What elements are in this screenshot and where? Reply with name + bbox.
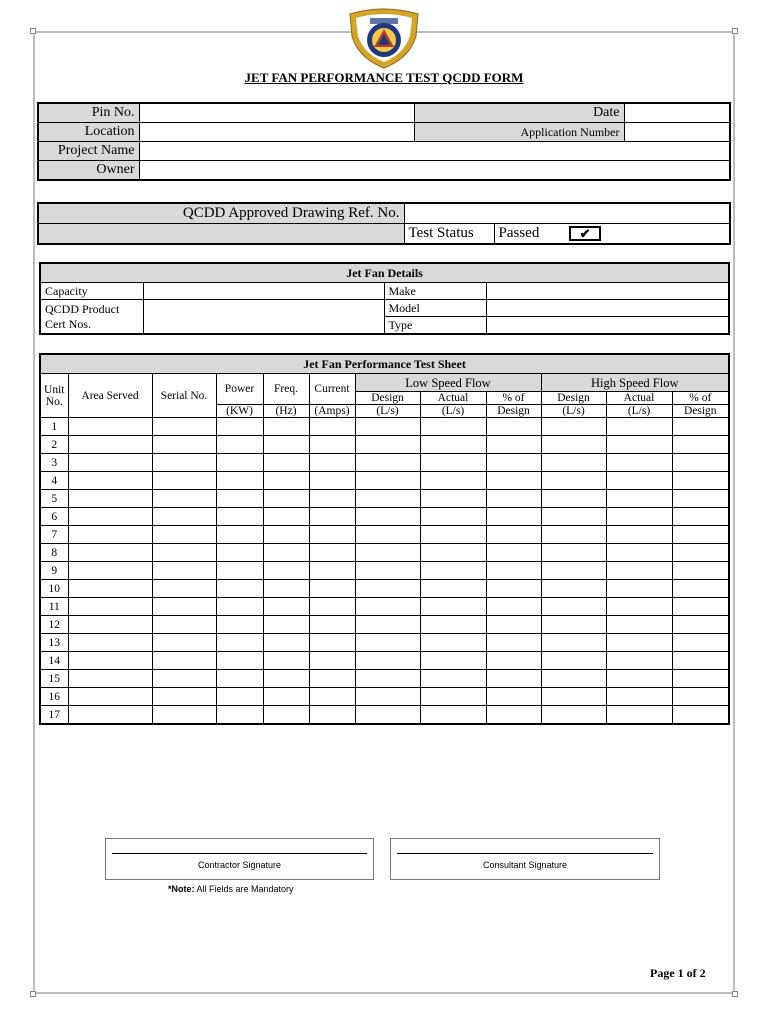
table-cell[interactable] bbox=[152, 616, 216, 634]
table-cell[interactable] bbox=[672, 544, 729, 562]
table-cell[interactable] bbox=[309, 670, 355, 688]
table-cell[interactable] bbox=[263, 706, 309, 725]
table-cell[interactable] bbox=[672, 472, 729, 490]
high-design-unit: (L/s) bbox=[541, 405, 606, 418]
table-row bbox=[40, 616, 729, 634]
type-label: Type bbox=[384, 317, 486, 335]
table-cell[interactable] bbox=[152, 490, 216, 508]
table-cell[interactable] bbox=[309, 454, 355, 472]
table-cell[interactable] bbox=[263, 454, 309, 472]
table-cell[interactable] bbox=[68, 418, 152, 436]
table-cell[interactable] bbox=[309, 526, 355, 544]
unit-number: 8 bbox=[40, 544, 68, 562]
table-cell[interactable] bbox=[355, 454, 420, 472]
table-cell[interactable] bbox=[606, 634, 672, 652]
table-cell[interactable] bbox=[216, 526, 263, 544]
details-heading: Jet Fan Details bbox=[40, 263, 729, 283]
date-label: Date bbox=[414, 103, 624, 123]
table-cell[interactable] bbox=[486, 454, 541, 472]
unit-number: 7 bbox=[40, 526, 68, 544]
drawing-ref-label: QCDD Approved Drawing Ref. No. bbox=[38, 203, 404, 224]
table-cell[interactable] bbox=[152, 598, 216, 616]
high-actual-unit: (L/s) bbox=[606, 405, 672, 418]
table-cell[interactable] bbox=[216, 688, 263, 706]
table-cell[interactable] bbox=[68, 490, 152, 508]
table-row bbox=[40, 562, 729, 580]
freq-header: Freq. bbox=[263, 374, 309, 405]
table-cell[interactable] bbox=[486, 634, 541, 652]
test-status-field[interactable] bbox=[494, 224, 730, 245]
table-cell[interactable] bbox=[486, 472, 541, 490]
unit-number: 4 bbox=[40, 472, 68, 490]
table-row bbox=[40, 670, 729, 688]
power-header: Power bbox=[216, 374, 263, 405]
table-cell[interactable] bbox=[541, 454, 606, 472]
drawing-ref-table bbox=[37, 202, 731, 245]
page-number: Page 1 of 2 bbox=[650, 966, 706, 980]
high-speed-header: High Speed Flow bbox=[541, 374, 729, 392]
unit-number: 10 bbox=[40, 580, 68, 598]
table-cell[interactable] bbox=[152, 454, 216, 472]
table-cell[interactable] bbox=[606, 418, 672, 436]
table-cell[interactable] bbox=[486, 418, 541, 436]
table-cell[interactable] bbox=[263, 544, 309, 562]
table-cell[interactable] bbox=[152, 418, 216, 436]
table-cell[interactable] bbox=[420, 616, 486, 634]
table-cell[interactable] bbox=[420, 508, 486, 526]
table-cell[interactable] bbox=[216, 634, 263, 652]
table-cell[interactable] bbox=[68, 472, 152, 490]
consultant-signature-box[interactable] bbox=[390, 838, 660, 880]
table-cell[interactable] bbox=[355, 688, 420, 706]
project-field[interactable] bbox=[139, 142, 730, 161]
table-cell[interactable] bbox=[541, 580, 606, 598]
high-pct-header: % of bbox=[672, 392, 729, 405]
table-cell[interactable] bbox=[606, 688, 672, 706]
make-label: Make bbox=[384, 283, 486, 300]
area-served-header: Area Served bbox=[68, 374, 152, 418]
table-cell[interactable] bbox=[672, 454, 729, 472]
corner-mark bbox=[732, 28, 738, 34]
table-row bbox=[40, 526, 729, 544]
table-cell[interactable] bbox=[68, 580, 152, 598]
low-pct-header: % of bbox=[486, 392, 541, 405]
table-cell[interactable] bbox=[263, 688, 309, 706]
form-title: JET FAN PERFORMANCE TEST QCDD FORM bbox=[244, 70, 524, 85]
table-cell[interactable] bbox=[606, 454, 672, 472]
table-cell[interactable] bbox=[216, 670, 263, 688]
table-cell[interactable] bbox=[420, 598, 486, 616]
table-cell[interactable] bbox=[216, 490, 263, 508]
signature-line bbox=[112, 853, 367, 854]
table-cell[interactable] bbox=[216, 562, 263, 580]
table-cell[interactable] bbox=[486, 616, 541, 634]
table-cell[interactable] bbox=[486, 490, 541, 508]
table-cell[interactable] bbox=[672, 688, 729, 706]
table-cell[interactable] bbox=[355, 670, 420, 688]
table-cell[interactable] bbox=[420, 544, 486, 562]
table-cell[interactable] bbox=[263, 418, 309, 436]
table-cell[interactable] bbox=[672, 436, 729, 454]
low-speed-header: Low Speed Flow bbox=[355, 374, 541, 392]
table-cell[interactable] bbox=[355, 562, 420, 580]
table-cell[interactable] bbox=[68, 706, 152, 725]
table-row bbox=[40, 634, 729, 652]
table-cell[interactable] bbox=[486, 580, 541, 598]
table-row bbox=[40, 418, 729, 436]
table-cell[interactable] bbox=[152, 688, 216, 706]
table-cell[interactable] bbox=[68, 688, 152, 706]
table-cell[interactable] bbox=[309, 616, 355, 634]
table-cell[interactable] bbox=[68, 598, 152, 616]
location-label: Location bbox=[38, 123, 139, 142]
table-cell[interactable] bbox=[355, 598, 420, 616]
table-cell[interactable] bbox=[606, 598, 672, 616]
table-cell[interactable] bbox=[355, 580, 420, 598]
table-row bbox=[40, 436, 729, 454]
high-actual-header: Actual bbox=[606, 392, 672, 405]
model-label: Model bbox=[384, 300, 486, 317]
unit-number: 1 bbox=[40, 418, 68, 436]
table-cell[interactable] bbox=[606, 652, 672, 670]
capacity-label: Capacity bbox=[40, 283, 143, 300]
table-cell[interactable] bbox=[309, 688, 355, 706]
table-cell[interactable] bbox=[309, 652, 355, 670]
table-cell[interactable] bbox=[68, 562, 152, 580]
table-cell[interactable] bbox=[309, 562, 355, 580]
table-cell[interactable] bbox=[486, 706, 541, 725]
table-row bbox=[40, 598, 729, 616]
table-cell[interactable] bbox=[216, 436, 263, 454]
table-cell[interactable] bbox=[263, 508, 309, 526]
table-row bbox=[40, 688, 729, 706]
table-cell[interactable] bbox=[541, 634, 606, 652]
jet-fan-details-table bbox=[39, 262, 730, 335]
project-label: Project Name bbox=[38, 142, 139, 161]
table-cell[interactable] bbox=[541, 706, 606, 725]
table-cell[interactable] bbox=[355, 472, 420, 490]
table-cell[interactable] bbox=[672, 526, 729, 544]
table-cell[interactable] bbox=[263, 598, 309, 616]
table-cell[interactable] bbox=[263, 652, 309, 670]
unit-number: 2 bbox=[40, 436, 68, 454]
table-cell[interactable] bbox=[263, 526, 309, 544]
table-cell[interactable] bbox=[355, 652, 420, 670]
table-cell[interactable] bbox=[152, 544, 216, 562]
table-cell[interactable] bbox=[606, 544, 672, 562]
serial-no-header: Serial No. bbox=[152, 374, 216, 418]
table-cell[interactable] bbox=[216, 472, 263, 490]
table-cell[interactable] bbox=[420, 634, 486, 652]
table-cell[interactable] bbox=[541, 688, 606, 706]
table-cell[interactable] bbox=[355, 418, 420, 436]
table-cell[interactable] bbox=[309, 418, 355, 436]
table-cell[interactable] bbox=[606, 706, 672, 725]
date-field[interactable] bbox=[624, 103, 730, 123]
table-cell[interactable] bbox=[486, 526, 541, 544]
table-cell[interactable] bbox=[355, 526, 420, 544]
table-cell[interactable] bbox=[606, 436, 672, 454]
table-row bbox=[40, 580, 729, 598]
power-unit: (KW) bbox=[216, 405, 263, 418]
table-cell[interactable] bbox=[541, 616, 606, 634]
table-cell[interactable] bbox=[606, 472, 672, 490]
table-cell[interactable] bbox=[420, 490, 486, 508]
freq-unit: (Hz) bbox=[263, 405, 309, 418]
low-design-unit: (L/s) bbox=[355, 405, 420, 418]
table-cell[interactable] bbox=[541, 526, 606, 544]
table-cell[interactable] bbox=[420, 688, 486, 706]
table-cell[interactable] bbox=[68, 616, 152, 634]
table-cell[interactable] bbox=[216, 652, 263, 670]
table-row bbox=[40, 490, 729, 508]
passed-checkbox[interactable] bbox=[569, 226, 601, 241]
high-pct-unit: Design bbox=[672, 405, 729, 418]
table-cell[interactable] bbox=[152, 526, 216, 544]
unit-number: 17 bbox=[40, 706, 68, 725]
table-cell[interactable] bbox=[263, 634, 309, 652]
table-cell[interactable] bbox=[672, 562, 729, 580]
low-pct-unit: Design bbox=[486, 405, 541, 418]
table-cell[interactable] bbox=[152, 670, 216, 688]
consultant-signature-label: Consultant Signature bbox=[482, 860, 568, 870]
table-cell[interactable] bbox=[672, 490, 729, 508]
table-cell[interactable] bbox=[263, 436, 309, 454]
table-cell[interactable] bbox=[68, 454, 152, 472]
table-cell[interactable] bbox=[152, 436, 216, 454]
perf-heading: Jet Fan Performance Test Sheet bbox=[40, 354, 729, 374]
table-cell[interactable] bbox=[606, 526, 672, 544]
table-cell[interactable] bbox=[355, 634, 420, 652]
table-cell[interactable] bbox=[606, 490, 672, 508]
check-icon: ✔ bbox=[579, 226, 591, 242]
table-cell[interactable] bbox=[672, 580, 729, 598]
table-cell[interactable] bbox=[355, 436, 420, 454]
capacity-field[interactable] bbox=[143, 283, 384, 300]
table-cell[interactable] bbox=[541, 598, 606, 616]
table-cell[interactable] bbox=[420, 526, 486, 544]
table-cell[interactable] bbox=[263, 580, 309, 598]
unit-number: 12 bbox=[40, 616, 68, 634]
table-cell[interactable] bbox=[68, 526, 152, 544]
table-cell[interactable] bbox=[216, 544, 263, 562]
owner-field[interactable] bbox=[139, 161, 730, 181]
table-cell[interactable] bbox=[486, 562, 541, 580]
table-cell[interactable] bbox=[355, 544, 420, 562]
table-cell[interactable] bbox=[420, 706, 486, 725]
table-cell[interactable] bbox=[420, 670, 486, 688]
table-cell[interactable] bbox=[263, 562, 309, 580]
table-cell[interactable] bbox=[486, 670, 541, 688]
mandatory-note: *Note: All Fields are Mandatory bbox=[168, 884, 294, 894]
table-cell[interactable] bbox=[672, 616, 729, 634]
table-cell[interactable] bbox=[420, 454, 486, 472]
high-design-header: Design bbox=[541, 392, 606, 405]
table-cell[interactable] bbox=[309, 706, 355, 725]
table-cell[interactable] bbox=[355, 616, 420, 634]
low-actual-unit: (L/s) bbox=[420, 405, 486, 418]
corner-mark bbox=[30, 991, 36, 997]
corner-mark bbox=[732, 991, 738, 997]
type-field[interactable] bbox=[486, 317, 729, 335]
table-cell[interactable] bbox=[263, 670, 309, 688]
table-cell[interactable] bbox=[541, 418, 606, 436]
unit-no-header: Unit No. bbox=[40, 374, 68, 418]
table-cell[interactable] bbox=[541, 490, 606, 508]
table-cell[interactable] bbox=[672, 418, 729, 436]
table-cell[interactable] bbox=[420, 472, 486, 490]
corner-mark bbox=[30, 28, 36, 34]
table-cell[interactable] bbox=[420, 418, 486, 436]
table-cell[interactable] bbox=[486, 688, 541, 706]
table-cell[interactable] bbox=[486, 436, 541, 454]
table-cell[interactable] bbox=[68, 508, 152, 526]
table-cell[interactable] bbox=[672, 634, 729, 652]
table-cell[interactable] bbox=[606, 670, 672, 688]
unit-number: 5 bbox=[40, 490, 68, 508]
table-cell[interactable] bbox=[606, 562, 672, 580]
unit-number: 13 bbox=[40, 634, 68, 652]
table-row bbox=[40, 454, 729, 472]
table-cell[interactable] bbox=[541, 436, 606, 454]
table-cell[interactable] bbox=[152, 652, 216, 670]
table-cell[interactable] bbox=[216, 454, 263, 472]
low-actual-header: Actual bbox=[420, 392, 486, 405]
cert-label: QCDD Product Cert Nos. bbox=[40, 300, 143, 335]
table-cell[interactable] bbox=[672, 706, 729, 725]
table-cell[interactable] bbox=[68, 634, 152, 652]
table-cell[interactable] bbox=[541, 472, 606, 490]
table-cell[interactable] bbox=[355, 508, 420, 526]
contractor-signature-box[interactable] bbox=[105, 838, 374, 880]
owner-label: Owner bbox=[38, 161, 139, 181]
table-cell[interactable] bbox=[606, 580, 672, 598]
model-field[interactable] bbox=[486, 300, 729, 317]
table-cell[interactable] bbox=[68, 652, 152, 670]
civil-defence-logo bbox=[346, 6, 422, 70]
performance-test-table bbox=[39, 353, 730, 725]
table-row bbox=[40, 472, 729, 490]
current-header: Current bbox=[309, 374, 355, 405]
low-design-header: Design bbox=[355, 392, 420, 405]
table-cell[interactable] bbox=[152, 706, 216, 725]
table-cell[interactable] bbox=[309, 580, 355, 598]
unit-number: 14 bbox=[40, 652, 68, 670]
table-cell[interactable] bbox=[355, 490, 420, 508]
table-cell[interactable] bbox=[309, 634, 355, 652]
current-unit: (Amps) bbox=[309, 405, 355, 418]
table-cell[interactable] bbox=[486, 544, 541, 562]
application-label: Application Number bbox=[414, 123, 624, 142]
table-cell[interactable] bbox=[541, 670, 606, 688]
signature-line bbox=[397, 853, 653, 854]
pin-field[interactable] bbox=[139, 103, 414, 123]
cert-field[interactable] bbox=[143, 300, 384, 335]
table-cell[interactable] bbox=[152, 472, 216, 490]
table-cell[interactable] bbox=[541, 562, 606, 580]
table-row bbox=[40, 652, 729, 670]
table-cell[interactable] bbox=[420, 580, 486, 598]
table-cell[interactable] bbox=[152, 580, 216, 598]
table-cell[interactable] bbox=[309, 436, 355, 454]
table-cell[interactable] bbox=[68, 544, 152, 562]
pin-label: Pin No. bbox=[38, 103, 139, 123]
table-row bbox=[40, 706, 729, 725]
table-cell[interactable] bbox=[68, 670, 152, 688]
table-cell[interactable] bbox=[420, 562, 486, 580]
table-cell[interactable] bbox=[309, 544, 355, 562]
make-field[interactable] bbox=[486, 283, 729, 300]
table-cell[interactable] bbox=[541, 544, 606, 562]
project-info-table bbox=[37, 102, 731, 181]
unit-number: 6 bbox=[40, 508, 68, 526]
table-cell[interactable] bbox=[152, 562, 216, 580]
test-status-label: Test Status bbox=[404, 224, 494, 245]
table-row bbox=[40, 508, 729, 526]
table-cell[interactable] bbox=[672, 652, 729, 670]
table-cell[interactable] bbox=[309, 508, 355, 526]
table-cell[interactable] bbox=[541, 508, 606, 526]
table-cell[interactable] bbox=[606, 616, 672, 634]
table-cell[interactable] bbox=[68, 436, 152, 454]
table-cell[interactable] bbox=[216, 418, 263, 436]
table-cell[interactable] bbox=[263, 490, 309, 508]
location-field[interactable] bbox=[139, 123, 414, 142]
table-cell[interactable] bbox=[420, 436, 486, 454]
table-cell[interactable] bbox=[541, 652, 606, 670]
table-row bbox=[40, 544, 729, 562]
application-field[interactable] bbox=[624, 123, 730, 142]
table-cell[interactable] bbox=[606, 508, 672, 526]
table-cell[interactable] bbox=[216, 508, 263, 526]
table-cell[interactable] bbox=[672, 598, 729, 616]
table-cell[interactable] bbox=[486, 508, 541, 526]
table-cell[interactable] bbox=[309, 472, 355, 490]
table-cell[interactable] bbox=[216, 706, 263, 725]
unit-number: 9 bbox=[40, 562, 68, 580]
table-cell[interactable] bbox=[216, 616, 263, 634]
contractor-signature-label: Contractor Signature bbox=[197, 860, 282, 870]
table-cell[interactable] bbox=[263, 472, 309, 490]
unit-number: 15 bbox=[40, 670, 68, 688]
drawing-ref-field[interactable] bbox=[404, 203, 730, 224]
ref-blank bbox=[38, 224, 404, 245]
unit-number: 3 bbox=[40, 454, 68, 472]
table-cell[interactable] bbox=[355, 706, 420, 725]
table-cell[interactable] bbox=[420, 652, 486, 670]
table-cell[interactable] bbox=[263, 616, 309, 634]
table-cell[interactable] bbox=[152, 634, 216, 652]
table-cell[interactable] bbox=[672, 508, 729, 526]
table-cell[interactable] bbox=[309, 598, 355, 616]
table-cell[interactable] bbox=[672, 670, 729, 688]
table-cell[interactable] bbox=[309, 490, 355, 508]
test-status-value: Passed bbox=[498, 225, 540, 241]
table-cell[interactable] bbox=[216, 598, 263, 616]
table-cell[interactable] bbox=[216, 580, 263, 598]
unit-number: 16 bbox=[40, 688, 68, 706]
unit-number: 11 bbox=[40, 598, 68, 616]
table-cell[interactable] bbox=[152, 508, 216, 526]
table-cell[interactable] bbox=[486, 652, 541, 670]
table-cell[interactable] bbox=[486, 598, 541, 616]
